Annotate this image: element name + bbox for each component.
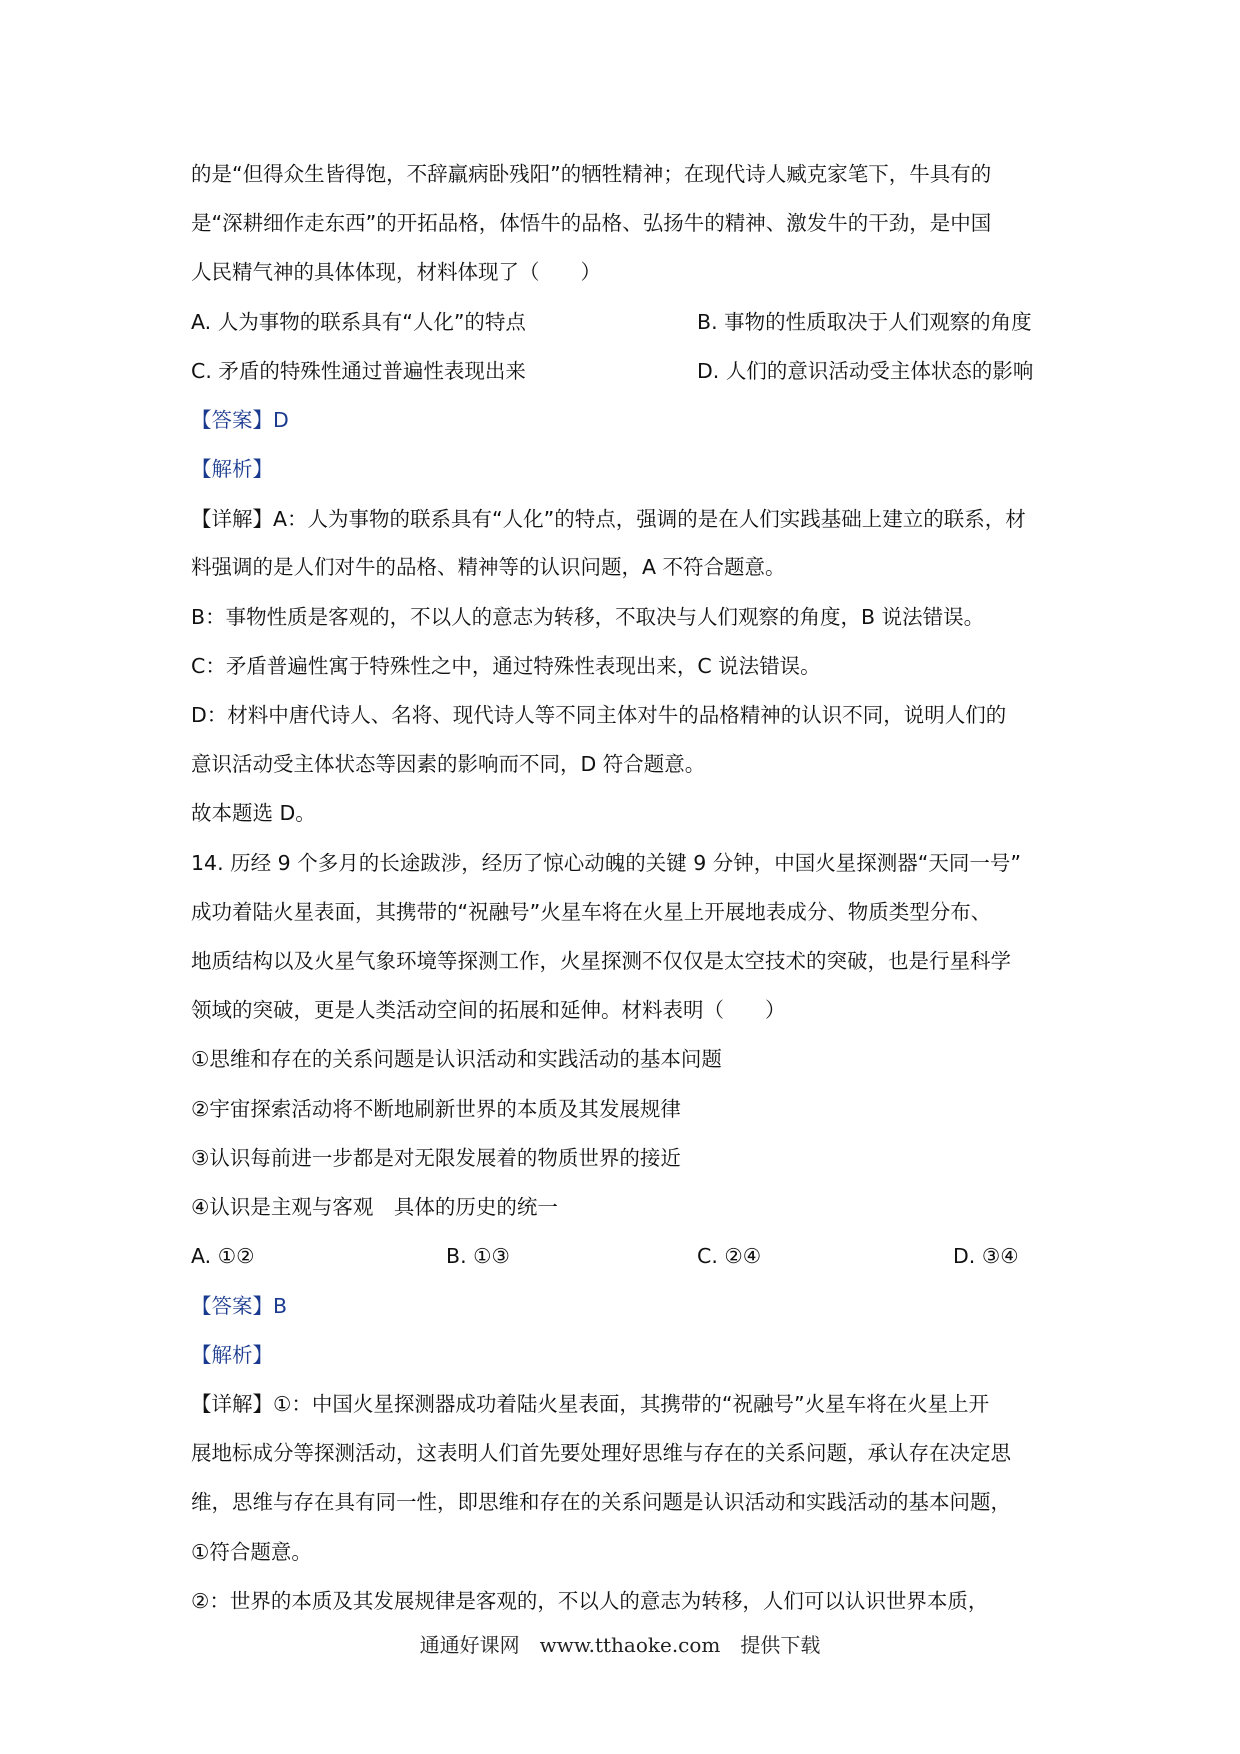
q14-option-b: B. ①③ bbox=[446, 1244, 510, 1268]
q14-option-d: D. ③④ bbox=[953, 1244, 1019, 1268]
q13-stem-line-1: 的是“但得众生皆得饱，不辞羸病卧残阳”的牺牲精神；在现代诗人臧克家笔下，牛具有的 bbox=[191, 162, 992, 186]
q14-detail-line-5: ②：世界的本质及其发展规律是客观的，不以人的意志为转移，人们可以认识世界本质， bbox=[191, 1589, 989, 1613]
q13-detail-line-2: 料强调的是人们对牛的品格、精神等的认识问题，A 不符合题意。 bbox=[191, 555, 786, 579]
q14-detail-line-3: 维，思维与存在具有同一性，即思维和存在的关系问题是认识活动和实践活动的基本问题， bbox=[191, 1490, 1011, 1514]
q14-option-c: C. ②④ bbox=[697, 1244, 762, 1268]
q13-option-b: B. 事物的性质取决于人们观察的角度 bbox=[697, 310, 1032, 334]
q14-detail-line-2: 展地标成分等探测活动，这表明人们首先要处理好思维与存在的关系问题，承认存在决定思 bbox=[191, 1441, 1011, 1465]
q14-detail-line-4: ①符合题意。 bbox=[191, 1540, 312, 1564]
q14-analysis-label: 【解析】 bbox=[191, 1343, 273, 1367]
footer-watermark-text: 通通好课网 www.tthaoke.com 提供下载 bbox=[419, 1633, 821, 1657]
q14-option-a: A. ①② bbox=[191, 1244, 255, 1268]
q14-statement-4: ④认识是主观与客观 具体的历史的统一 bbox=[191, 1195, 558, 1219]
q13-option-d: D. 人们的意识活动受主体状态的影响 bbox=[697, 359, 1034, 383]
q13-detail-line-4: C：矛盾普遍性寓于特殊性之中，通过特殊性表现出来，C 说法错误。 bbox=[191, 654, 821, 678]
q14-statement-3: ③认识每前进一步都是对无限发展着的物质世界的接近 bbox=[191, 1146, 681, 1170]
q13-option-a: A. 人为事物的联系具有“人化”的特点 bbox=[191, 310, 526, 334]
q14-statement-2: ②宇宙探索活动将不断地刷新世界的本质及其发展规律 bbox=[191, 1097, 681, 1121]
q13-analysis-label: 【解析】 bbox=[191, 457, 273, 481]
q14-answer: 【答案】B bbox=[191, 1294, 288, 1318]
q13-answer: 【答案】D bbox=[191, 408, 289, 432]
q14-stem-line-1: 14. 历经 9 个多月的长途跋涉，经历了惊心动魄的关键 9 分钟，中国火星探测器“天同一号” bbox=[191, 851, 1022, 875]
q13-detail-line-6: 意识活动受主体状态等因素的影响而不同，D 符合题意。 bbox=[191, 752, 706, 776]
q13-stem-line-3: 人民精气神的具体体现，材料体现了（ ） bbox=[191, 260, 601, 284]
q13-detail-line-1: 【详解】A：人为事物的联系具有“人化”的特点，强调的是在人们实践基础上建立的联系，材 bbox=[191, 507, 1026, 531]
q14-statement-1: ①思维和存在的关系问题是认识活动和实践活动的基本问题 bbox=[191, 1047, 722, 1071]
q14-stem-line-2: 成功着陆火星表面，其携带的“祝融号”火星车将在火星上开展地表成分、物质类型分布、 bbox=[191, 900, 992, 924]
q14-stem-line-3: 地质结构以及火星气象环境等探测工作，火星探测不仅仅是太空技术的突破，也是行星科学 bbox=[191, 949, 1011, 973]
q13-detail-line-3: B：事物性质是客观的，不以人的意志为转移，不取决与人们观察的角度，B 说法错误。 bbox=[191, 605, 985, 629]
q13-option-c: C. 矛盾的特殊性通过普遍性表现出来 bbox=[191, 359, 526, 383]
q13-stem-line-2: 是“深耕细作走东西”的开拓品格，体悟牛的品格、弘扬牛的精神、激发牛的干劲，是中国 bbox=[191, 211, 992, 235]
q13-detail-line-5: D：材料中唐代诗人、名将、现代诗人等不同主体对牛的品格精神的认识不同，说明人们的 bbox=[191, 703, 1007, 727]
q14-detail-line-1: 【详解】①：中国火星探测器成功着陆火星表面，其携带的“祝融号”火星车将在火星上开 bbox=[191, 1392, 990, 1416]
q13-conclusion: 故本题选 D。 bbox=[191, 801, 316, 825]
q14-stem-line-4: 领域的突破，更是人类活动空间的拓展和延伸。材料表明（ ） bbox=[191, 998, 786, 1022]
